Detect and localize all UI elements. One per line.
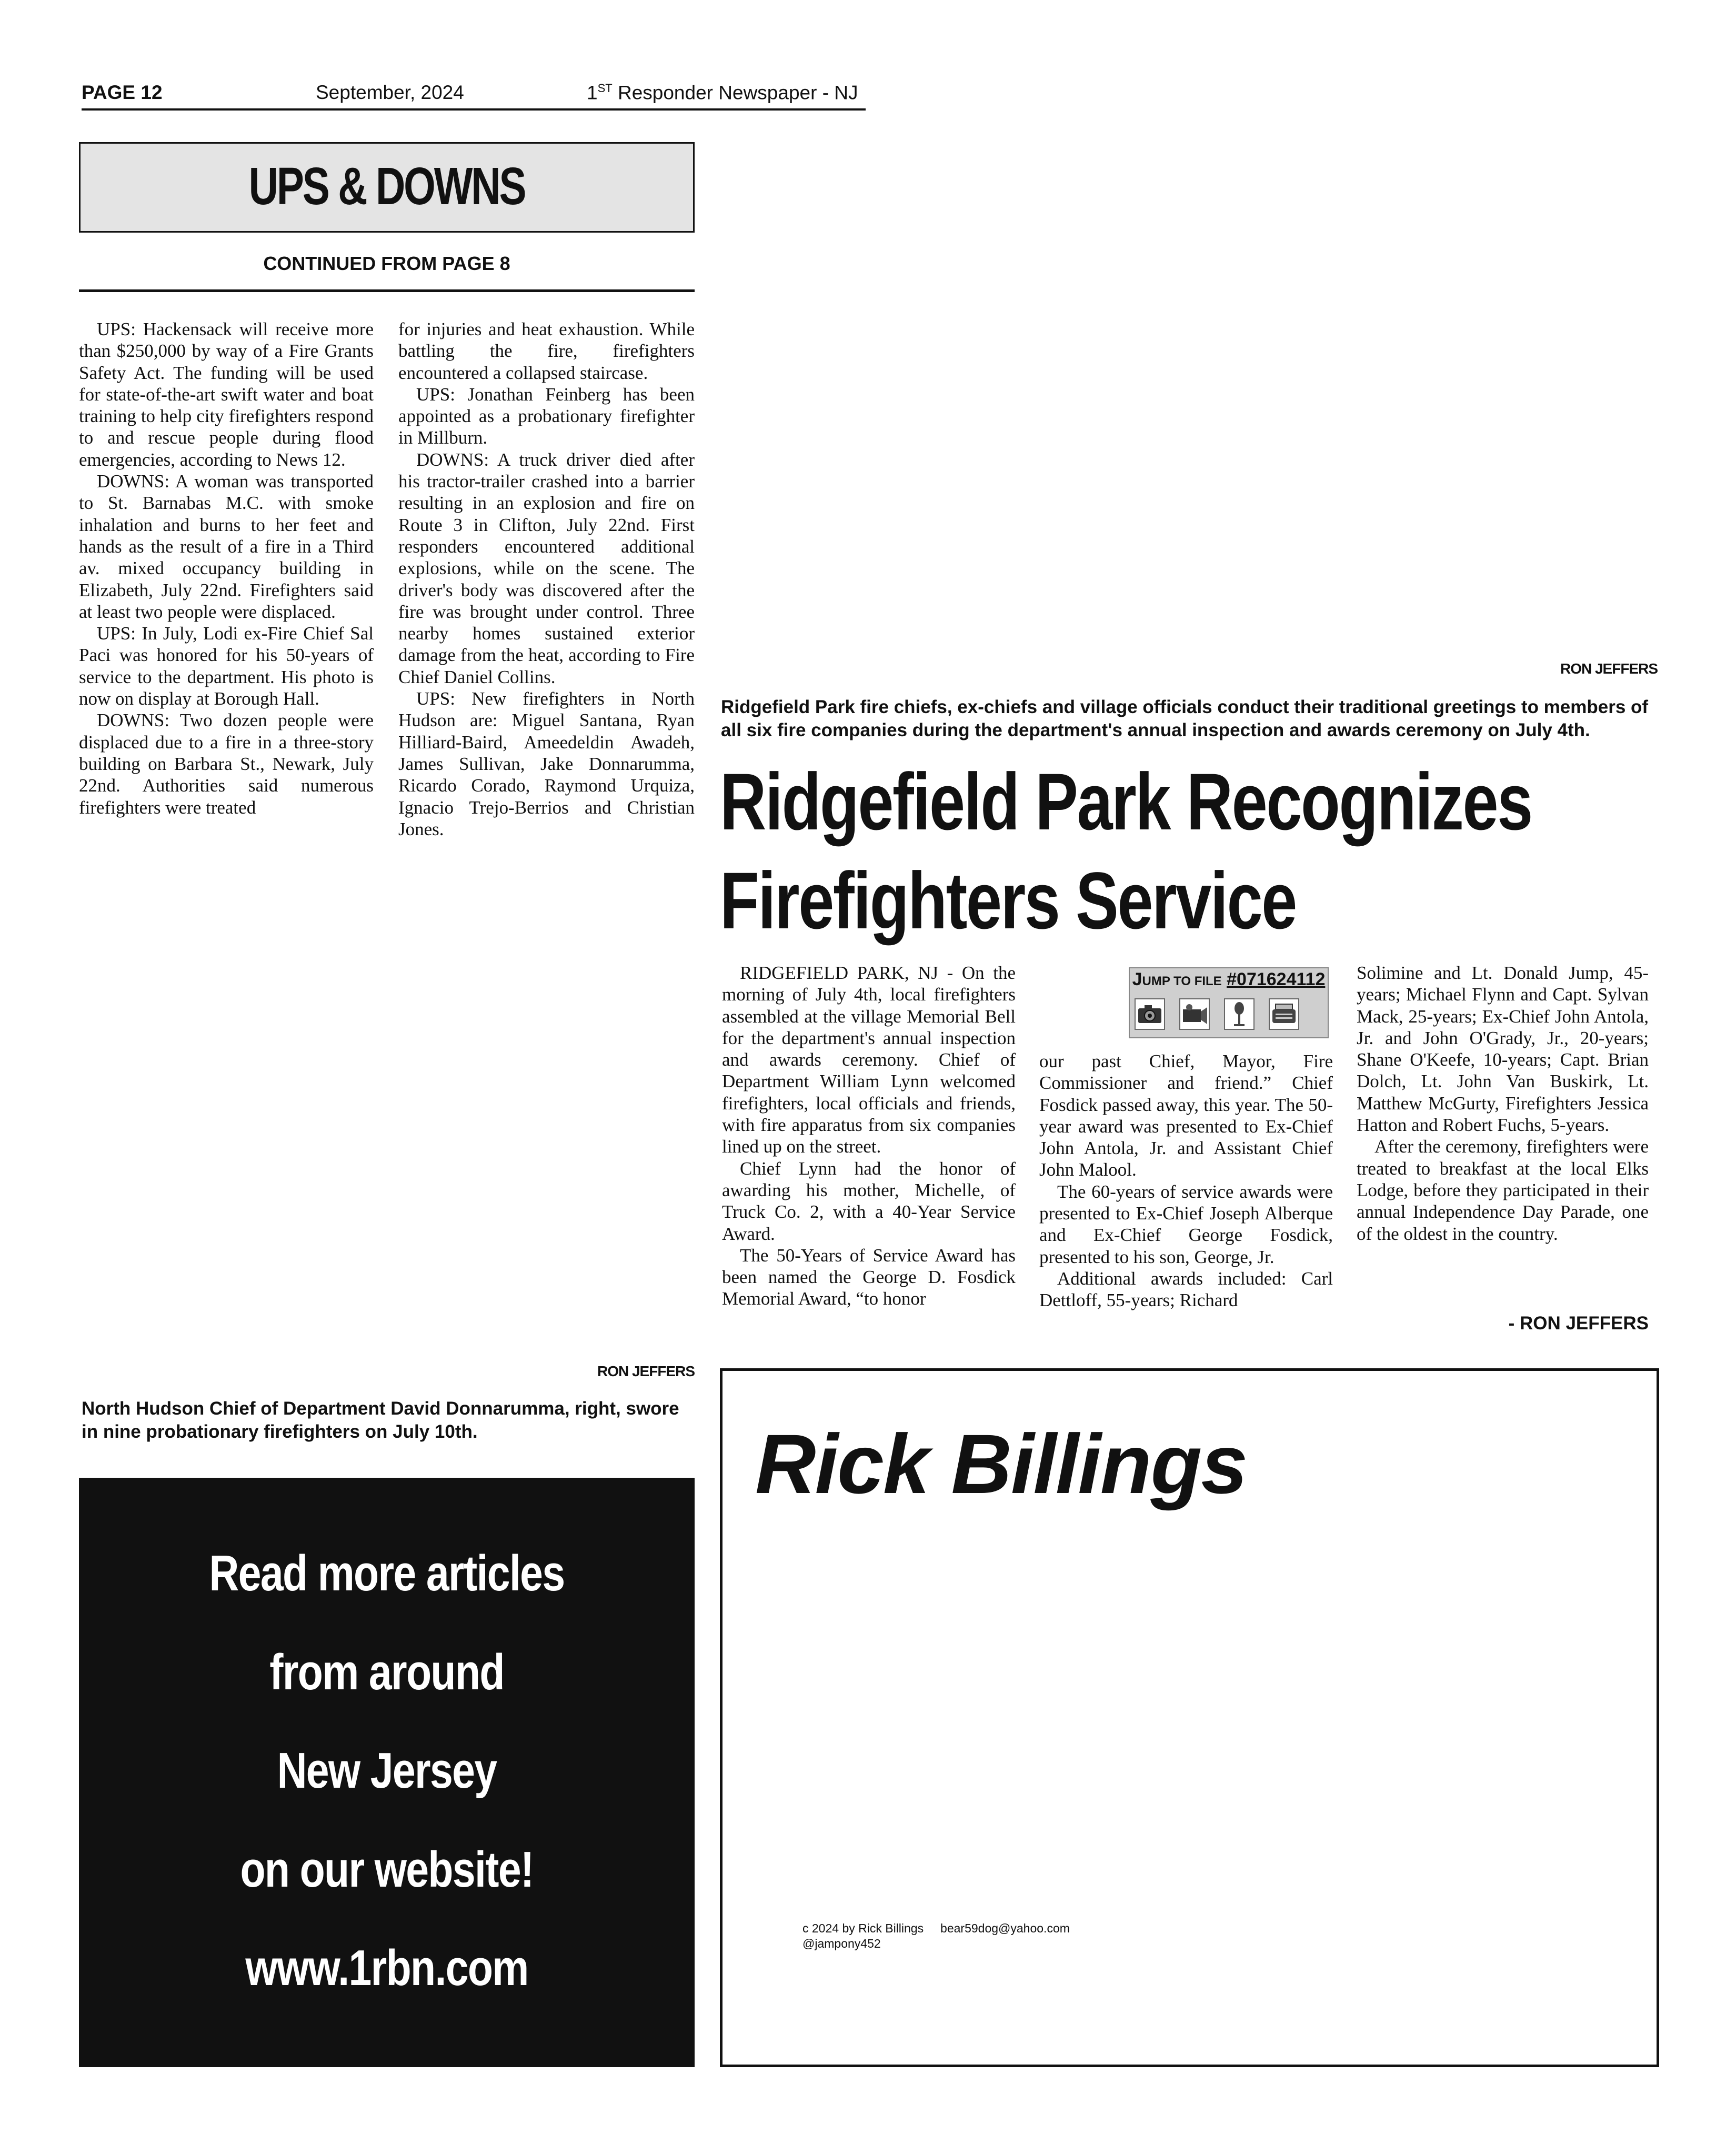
website-link[interactable]: www.1rbn.com bbox=[245, 1940, 528, 1996]
article-paragraph: Chief Lynn had the honor of awarding his mother, Michelle, of Truck Co. 2, with a 40-Year Service Award. bbox=[722, 1158, 1016, 1244]
ad-line-2: from around bbox=[269, 1644, 504, 1700]
article-paragraph: Solimine and Lt. Donald Jump, 45-years; Michael Flynn and Capt. Sylvan Mack, 25-years; Ex-Chief John Antola, Jr. and John O'Grady, Jr., 20-years; Shane O'Keefe, 10-years; Capt. Brian Dolch, Lt. John Van Buskirk, Lt. Matthew McGurty, Firefighters Jessica Hatton and Robert Fuchs, 5-years. bbox=[1357, 963, 1649, 1136]
copyright-line: c 2024 by Rick Billings bear59dog@yahoo.com bbox=[802, 1921, 1070, 1935]
typewriter-icon[interactable] bbox=[1268, 998, 1300, 1030]
photo-caption: Ridgefield Park fire chiefs, ex-chiefs and village officials conduct their traditional greetings to members of all six fire companies during the department's annual inspection and awards ceremony on July 4th. bbox=[721, 697, 1649, 740]
ups-downs-paragraph: for injuries and heat exhaustion. While battling the fire, firefighters encountered a collapsed staircase. bbox=[398, 319, 695, 383]
comic-copyright bbox=[802, 1921, 1070, 1951]
ups-downs-paragraph: UPS: Hackensack will receive more than $250,000 by way of a Fire Grants Safety Act. The funding will be used for state-of-the-art swift water and boat training to help city firefighters respond to and rescue people during flood emergencies, according to News 12. bbox=[79, 319, 374, 470]
ups-downs-paragraph: UPS: Jonathan Feinberg has been appointed as a probationary firefighter in Millburn. bbox=[398, 384, 695, 448]
ad-line-4: on our website! bbox=[240, 1841, 534, 1898]
jump-label-initial: J bbox=[1132, 969, 1142, 989]
photo-caption: North Hudson Chief of Department David Donnarumma, right, swore in nine probationary firefighters on July 10th. bbox=[82, 1398, 679, 1442]
ups-downs-column-1 bbox=[79, 318, 374, 818]
article-headline bbox=[720, 753, 1532, 950]
headline-line-1: Ridgefield Park Recognizes bbox=[720, 757, 1532, 847]
social-handle: @jampony452 bbox=[802, 1937, 881, 1950]
section-rule bbox=[79, 289, 695, 292]
paper-name bbox=[587, 82, 858, 104]
article-paragraph: The 50-Years of Service Award has been named the George D. Fosdick Memorial Award, “to honor bbox=[722, 1245, 1016, 1309]
ups-downs-column-2 bbox=[398, 318, 695, 840]
jump-label-word: UMP TO bbox=[1142, 974, 1195, 988]
article-paragraph: Additional awards included: Carl Dettloff, 55-years; Richard bbox=[1039, 1268, 1333, 1311]
jump-to-file-label[interactable] bbox=[1131, 969, 1326, 990]
ups-downs-paragraph: DOWNS: A truck driver died after his tractor-trailer crashed into a barrier resulting in an explosion and fire on Route 3 in Clifton, July 22nd. First responders encountered additional explosions, while on the scene. The driver's body was discovered after the fire was brought under control. Three nearby homes sustained exterior damage from the heat, according to Fire Chief Daniel Collins. bbox=[398, 449, 695, 687]
article-paragraph: our past Chief, Mayor, Fire Commissioner and friend.” Chief Fosdick passed away, this year. The 50-year award was presented to Ex-Chief John Antola, Jr. and Assistant Chief John Malool. bbox=[1039, 1051, 1333, 1180]
header-rule bbox=[82, 108, 866, 111]
jump-file-number[interactable]: #071624112 bbox=[1227, 969, 1326, 989]
page-number: PAGE 12 bbox=[82, 82, 163, 103]
article-column-3 bbox=[1357, 962, 1649, 1245]
comic-title: Rick Billings bbox=[755, 1417, 1247, 1511]
paper-name-number: 1 bbox=[587, 82, 598, 104]
article-column-2 bbox=[1039, 1050, 1333, 1311]
article-paragraph: After the ceremony, firefighters were treated to breakfast at the local Elks Lodge, before they participated in their annual Independence Day Parade, one of the oldest in the country. bbox=[1357, 1136, 1649, 1244]
article-byline: - RON JEFFERS bbox=[1508, 1313, 1649, 1334]
ad-line-3: New Jersey bbox=[277, 1742, 497, 1799]
photo-credit: RON JEFFERS bbox=[1560, 660, 1658, 677]
photo-credit: RON JEFFERS bbox=[597, 1363, 695, 1379]
article-paragraph: RIDGEFIELD PARK, NJ - On the morning of July 4th, local firefighters assembled at the village Memorial Bell for the department's annual inspection and awards ceremony. Chief of Department William Lynn welcomed firefighters, local officials and friends, with fire apparatus from six companies lined up on the street. bbox=[722, 963, 1016, 1157]
headline-line-2: Firefighters Service bbox=[720, 856, 1296, 946]
continued-note: CONTINUED FROM PAGE 8 bbox=[263, 253, 510, 274]
issue-date: September, 2024 bbox=[316, 82, 464, 103]
paper-name-rest: Responder Newspaper - NJ bbox=[612, 82, 858, 104]
camera-icon[interactable] bbox=[1134, 998, 1166, 1030]
ad-line-1: Read more articles bbox=[209, 1545, 565, 1601]
ups-downs-paragraph: DOWNS: A woman was transported to St. Barnabas M.C. with smoke inhalation and burns to her feet and hands as the result of a fire in a Third av. mixed occupancy building in Elizabeth, July 22nd. Firefighters said at least two people were displaced. bbox=[79, 471, 374, 622]
ups-downs-paragraph: UPS: New firefighters in North Hudson are: Miguel Santana, Ryan Hilliard-Baird, Ameedeldin Awadeh, James Sullivan, Jake Donnarumma, Ricardo Corado, Raymond Urquiza, Ignacio Trejo-Berrios and Christian Jones. bbox=[398, 688, 695, 839]
ups-downs-title: UPS & DOWNS bbox=[248, 157, 525, 216]
jump-label-file: FILE bbox=[1194, 974, 1222, 988]
article-column-1 bbox=[722, 962, 1016, 1310]
ups-downs-paragraph: DOWNS: Two dozen people were displaced due to a fire in a three-story building on Barbara St., Newark, July 22nd. Authorities said numerous firefighters were treated bbox=[79, 710, 374, 818]
article-paragraph: The 60-years of service awards were presented to Ex-Chief Joseph Alberque and Ex-Chief George Fosdick, presented to his son, George, Jr. bbox=[1039, 1181, 1333, 1267]
paper-name-ordinal: ST bbox=[597, 82, 613, 95]
microphone-icon[interactable] bbox=[1223, 998, 1255, 1030]
video-camera-icon[interactable] bbox=[1179, 998, 1210, 1030]
ups-downs-paragraph: UPS: In July, Lodi ex-Fire Chief Sal Paci was honored for his 50-years of service to the department. His photo is now on display at Borough Hall. bbox=[79, 623, 374, 709]
